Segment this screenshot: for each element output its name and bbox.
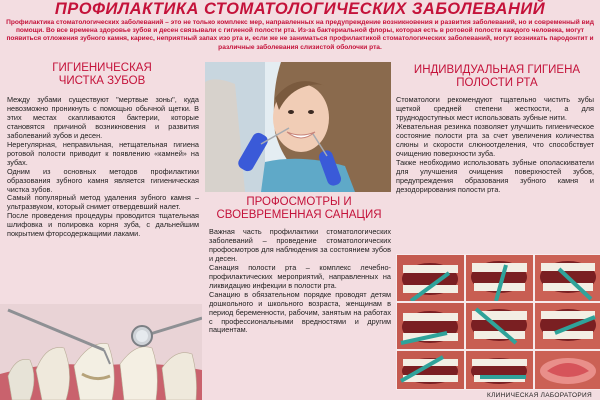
section-hygiene-cleaning-text [7,96,199,302]
heading-line: ПОЛОСТИ РТА [456,77,538,89]
teeth-tools-icon [0,304,202,400]
mouth-brush-icon [535,255,600,301]
section-hygiene-cleaning-heading [4,62,200,88]
brushing-step-5 [465,302,534,350]
mouth-brush-icon [397,351,464,389]
dental-tools-illustration [0,304,202,400]
mouth-brush-icon [466,351,533,389]
paragraph: Между зубами существуют "мертвые зоны", куда невозможно проникнуть с помощью обычной щетки. В этих местах скапливаются бактерии, которые становятся причиной возникновения и развития заболеваний зубов и десен. [7,96,199,140]
paragraph: Стоматологи рекомендуют тщательно чистить зубы щеткой средней степени жесткости, а для труднодоступных мест использовать зубные нити. [396,96,594,122]
poster-title: ПРОФИЛАКТИКА СТОМАТОЛОГИЧЕСКИХ ЗАБОЛЕВАНИЙ [54,0,546,18]
brushing-step-4 [396,302,465,350]
brushing-step-1 [396,254,465,302]
footer-lab-label: КЛИНИЧЕСКАЯ ЛАБОРАТОРИЯ [487,392,592,399]
heading-line: ЧИСТКА ЗУБОВ [58,75,146,87]
paragraph: Самый популярный метод удаления зубного камня – ультразвуком, который снимет отвердевший налет. [7,193,199,212]
dentist-patient-photo [205,62,391,192]
brushing-step-6 [534,302,600,350]
section-checkups-text [209,228,391,399]
brushing-step-3 [534,254,600,302]
mouth-brush-icon [535,351,600,389]
paragraph: Одним из основных методов профилактики образования зубного камня является гигиеническая чистка зубов. [7,166,199,194]
mouth-brush-icon [466,255,533,301]
paragraph: Санацию в обязательном порядке проводят детям дошкольного и школьного возраста, женщинам в период беременности, рабочим, занятым на работах с профессиональными вредностями и другим пациентам. [209,289,391,335]
paragraph: Санация полости рта – комплекс лечебно-профилактических мероприятий, направленных на ликвидацию инфекции в полости рта. [209,262,391,290]
smiling-patient-icon [205,62,391,192]
paragraph: Также необходимо использовать зубные ополаскиватели для улучшения очищения поверхностей зубов, предупреждения образования зубного камня и дезодорирования полости рта. [396,157,594,194]
heading-line: ГИГИЕНИЧЕСКАЯ [52,62,152,74]
mouth-brush-icon [535,303,600,349]
mouth-brush-icon [397,255,464,301]
paragraph: Нерегулярная, неправильная, нетщательная гигиена ротовой полости приводит к появлению «камней» на зубах. [7,139,199,167]
heading-line: ИНДИВИДУАЛЬНАЯ ГИГИЕНА [413,64,581,76]
brushing-step-8 [465,350,534,390]
section-checkups-heading [205,196,393,222]
brushing-step-7 [396,350,465,390]
paragraph: Важная часть профилактики стоматологических заболеваний – проведение стоматологических профосмотров для наблюдения за состоянием зубов и десен. [209,228,391,263]
paragraph: Жевательная резинка позволяет улучшить гигиеническое состояние полости рта за счет увеличения количества слюны и скорости слюноотделения, что способствует очищению поверхности зуба. [396,121,594,158]
paragraph: После проведения процедуры проводится тщательная шлифовка и полировка корня зуба, с дальнейшим покрытием фторсодержащими лаками. [7,211,199,239]
intro-text: Профилактика стоматологических заболеваний – это не только комплекс мер, направленных на предупреждение возникновения и развития заболеваний, но и современный вид помощи. Во все времена здоровье зубов и десен связывали с гигиеной полости рта. Из-за бактериальной флоры, которая есть в ротовой полости каждого человека, могут появиться отложения зубного камня, кариес, неприятный запах изо рта и, если же не заниматься профилактикой стоматологических заболеваний, могут возникать пародонтит и различные заболевания слизистой оболочки рта. [6,19,594,51]
mouth-brush-icon [466,303,533,349]
brushing-step-2 [465,254,534,302]
heading-line: ПРОФОСМОТРЫ И [246,196,352,208]
brushing-step-9 [534,350,600,390]
section-individual-hygiene-text [396,96,594,248]
section-individual-hygiene-heading [394,64,600,90]
heading-line: СВОЕВРЕМЕННАЯ САНАЦИЯ [216,209,382,221]
mouth-brush-icon [397,303,464,349]
